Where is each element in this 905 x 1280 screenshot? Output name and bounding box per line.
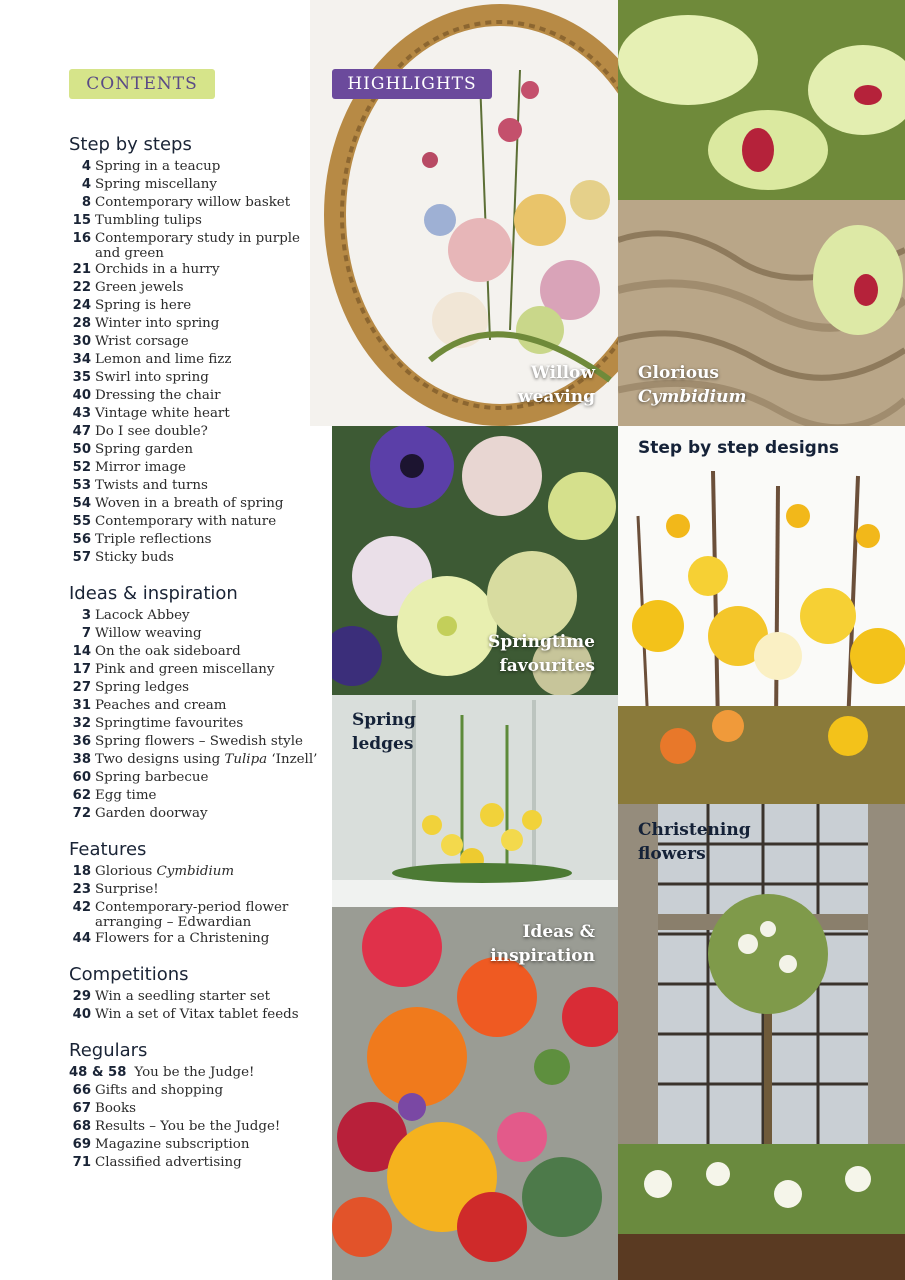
contents-entry[interactable] (69, 194, 329, 212)
page-number: 55 (72, 514, 91, 529)
page-number: 53 (72, 478, 91, 493)
ideas-inspiration-caption (470, 920, 595, 968)
page-number: 40 (72, 388, 91, 403)
contents-entry[interactable] (69, 661, 329, 679)
caption-italic: Cymbidium (638, 387, 747, 407)
contents-entry[interactable] (69, 1064, 329, 1082)
entry-title-text: Spring barbecue (95, 770, 209, 785)
entry-title-text: Peaches and cream (95, 698, 227, 713)
contents-entry[interactable] (69, 863, 329, 881)
contents-entry[interactable] (69, 531, 329, 549)
contents-entry[interactable] (69, 405, 329, 423)
entry-title-text: Lemon and lime fizz (95, 352, 232, 367)
caption-line: ledges (352, 734, 414, 754)
contents-entry[interactable] (69, 899, 329, 930)
caption-line: Ideas & (522, 922, 595, 942)
contents-entry[interactable] (69, 881, 329, 899)
page-number: 67 (72, 1101, 91, 1116)
page-number: 42 (72, 900, 91, 915)
contents-entry[interactable] (69, 1006, 329, 1024)
contents-entry[interactable] (69, 176, 329, 194)
entry-title-text: Springtime favourites (95, 716, 244, 731)
contents-entry[interactable] (69, 769, 329, 787)
contents-entry[interactable] (69, 697, 329, 715)
entry-title (95, 661, 329, 679)
entry-title (95, 423, 329, 441)
entry-title-after: ‘Inzell’ (267, 752, 318, 767)
entry-title (95, 315, 329, 333)
contents-section (69, 583, 329, 823)
entry-title (95, 930, 329, 948)
page-number: 40 (72, 1007, 91, 1022)
entry-title-text: Flowers for a Christening (95, 931, 270, 946)
entry-title (95, 351, 329, 369)
contents-column (0, 0, 332, 1280)
entry-title (95, 405, 329, 423)
contents-entry[interactable] (69, 805, 329, 823)
page-number: 17 (72, 662, 91, 677)
entry-title (95, 176, 329, 194)
daffodil-arrangement-image (618, 426, 905, 804)
entry-title-text: Wrist corsage (95, 334, 189, 349)
contents-entry[interactable] (69, 477, 329, 495)
entry-title (95, 459, 329, 477)
entry-title-text: Swirl into spring (95, 370, 209, 385)
page-number: 30 (72, 334, 91, 349)
step-by-step-designs-photo[interactable] (618, 426, 905, 804)
page-number: 69 (72, 1137, 91, 1152)
entry-title (95, 369, 329, 387)
page-number: 31 (72, 698, 91, 713)
page-number: 32 (72, 716, 91, 731)
christening-flowers-caption (638, 818, 778, 866)
entry-title-text: Spring miscellany (95, 177, 217, 192)
contents-section (69, 839, 329, 948)
springtime-favourites-caption (470, 630, 595, 678)
entry-title-text: On the oak sideboard (95, 644, 241, 659)
highlights-label: HIGHLIGHTS (332, 69, 492, 99)
contents-entry[interactable] (69, 679, 329, 697)
entry-title-text: Green jewels (95, 280, 184, 295)
caption-line: Springtime (488, 632, 595, 652)
caption-line: Christening (638, 820, 751, 840)
entry-title (95, 751, 329, 769)
page-number: 71 (72, 1155, 91, 1170)
page-number: 15 (72, 213, 91, 228)
contents-entry[interactable] (69, 1082, 329, 1100)
contents-section (69, 134, 329, 567)
contents-label: CONTENTS (69, 69, 215, 99)
contents-entry[interactable] (69, 513, 329, 531)
entry-title-text: Mirror image (95, 460, 186, 475)
contents-entry[interactable] (69, 988, 329, 1006)
caption-line: Glorious (638, 363, 719, 383)
page-number: 23 (72, 882, 91, 897)
entry-title-text: Twists and turns (95, 478, 208, 493)
page-number: 14 (72, 644, 91, 659)
entry-title (95, 988, 329, 1006)
page-number: 43 (72, 406, 91, 421)
entry-title (95, 230, 329, 261)
entry-title-text: Winter into spring (95, 316, 220, 331)
entry-title-text: Triple reflections (95, 532, 212, 547)
entry-title-text: Win a seedling starter set (95, 989, 271, 1004)
page-number: 3 (81, 608, 91, 623)
entry-title-text: Classified advertising (95, 1155, 242, 1170)
entry-title (95, 1082, 329, 1100)
page-number: 48 & 58 (69, 1065, 127, 1080)
page-number: 54 (72, 496, 91, 511)
contents-entry[interactable] (69, 158, 329, 176)
entry-title (95, 679, 329, 697)
entry-title-text: Magazine subscription (95, 1137, 250, 1152)
page-number: 62 (72, 788, 91, 803)
entry-title (95, 194, 329, 212)
entry-title-text: Woven in a breath of spring (95, 496, 284, 511)
entry-title (95, 697, 329, 715)
entry-title (95, 333, 329, 351)
contents-entry[interactable] (69, 423, 329, 441)
page-number: 50 (72, 442, 91, 457)
page-number: 72 (72, 806, 91, 821)
contents-entry[interactable] (69, 607, 329, 625)
entry-title (95, 625, 329, 643)
entry-title (95, 643, 329, 661)
entry-title (134, 1064, 329, 1082)
section-heading: Step by steps (69, 134, 192, 155)
caption-line: Willow (530, 363, 595, 383)
contents-entry[interactable] (69, 315, 329, 333)
entry-title (95, 513, 329, 531)
entry-title (95, 733, 329, 751)
page-number: 44 (72, 931, 91, 946)
entry-title (95, 1118, 329, 1136)
entry-title (95, 899, 329, 930)
page-number: 21 (72, 262, 91, 277)
page-number: 22 (72, 280, 91, 295)
page-number: 4 (81, 177, 91, 192)
entry-title-italic: Tulipa (224, 752, 268, 767)
entry-title-text: Willow weaving (95, 626, 202, 641)
entry-title (95, 769, 329, 787)
contents-entry[interactable] (69, 625, 329, 643)
entry-title (95, 495, 329, 513)
entry-title-text: Vintage white heart (95, 406, 230, 421)
entry-title (95, 881, 329, 899)
page-number: 29 (72, 989, 91, 1004)
contents-entry[interactable] (69, 387, 329, 405)
entry-title (95, 531, 329, 549)
page-number: 57 (72, 550, 91, 565)
entry-title (95, 212, 329, 230)
entry-title (95, 477, 329, 495)
entry-title-text: Lacock Abbey (95, 608, 190, 623)
page-number: 56 (72, 532, 91, 547)
entry-title (95, 549, 329, 567)
entry-title (95, 1154, 329, 1172)
contents-entry[interactable] (69, 733, 329, 751)
entry-title (95, 1136, 329, 1154)
contents-entry[interactable] (69, 715, 329, 733)
entry-title (95, 715, 329, 733)
christening-flowers-photo[interactable] (618, 804, 905, 1280)
entry-title-text: Pink and green miscellany (95, 662, 275, 677)
page-number: 24 (72, 298, 91, 313)
contents-entry[interactable] (69, 495, 329, 513)
section-heading: Competitions (69, 964, 189, 985)
contents-entry[interactable] (69, 1136, 329, 1154)
contents-entry[interactable] (69, 230, 329, 261)
page-number: 47 (72, 424, 91, 439)
entry-title-text: Results – You be the Judge! (95, 1119, 281, 1134)
entry-title-text: Gifts and shopping (95, 1083, 224, 1098)
entry-title-text: Surprise! (95, 882, 159, 897)
entry-title-text: Do I see double? (95, 424, 208, 439)
page-number: 4 (81, 159, 91, 174)
caption-line: favourites (499, 656, 595, 676)
contents-entry[interactable] (69, 930, 329, 948)
entry-title-text: Contemporary study in purple and green (95, 231, 300, 261)
entry-title-text: Contemporary willow basket (95, 195, 291, 210)
entry-title-text: Spring flowers – Swedish style (95, 734, 303, 749)
entry-title (95, 805, 329, 823)
page-number: 8 (81, 195, 91, 210)
page-number: 28 (72, 316, 91, 331)
contents-entry[interactable] (69, 643, 329, 661)
page-number: 34 (72, 352, 91, 367)
contents-section (69, 964, 329, 1024)
entry-title-text: Spring ledges (95, 680, 190, 695)
entry-title-text: Tumbling tulips (95, 213, 202, 228)
entry-title-text: Garden doorway (95, 806, 208, 821)
entry-title-text: Spring garden (95, 442, 193, 457)
section-heading: Regulars (69, 1040, 148, 1061)
entry-title (95, 279, 329, 297)
entry-title (95, 297, 329, 315)
contents-list (69, 134, 329, 1188)
contents-entry[interactable] (69, 351, 329, 369)
entry-title-text: Spring is here (95, 298, 192, 313)
entry-title (95, 1100, 329, 1118)
page-number: 35 (72, 370, 91, 385)
entry-title (95, 441, 329, 459)
contents-entry[interactable] (69, 787, 329, 805)
contents-entry[interactable] (69, 369, 329, 387)
step-by-step-designs-caption: Step by step designs (638, 438, 840, 458)
entry-title (95, 607, 329, 625)
entry-title-text: Sticky buds (95, 550, 174, 565)
contents-entry[interactable] (69, 459, 329, 477)
entry-title-text: Contemporary with nature (95, 514, 277, 529)
page-number: 66 (72, 1083, 91, 1098)
section-heading: Ideas & inspiration (69, 583, 238, 604)
contents-entry[interactable] (69, 1154, 329, 1172)
entry-title-text: Books (95, 1101, 136, 1116)
entry-title-text: Spring in a teacup (95, 159, 221, 174)
entry-title-text: You be the Judge! (134, 1065, 255, 1080)
page-number: 36 (72, 734, 91, 749)
contents-entry[interactable] (69, 1100, 329, 1118)
entry-title-text: Glorious (95, 864, 157, 879)
entry-title-text: Orchids in a hurry (95, 262, 220, 277)
section-heading: Features (69, 839, 147, 860)
contents-entry[interactable] (69, 333, 329, 351)
entry-title (95, 261, 329, 279)
contents-entry[interactable] (69, 212, 329, 230)
spring-ledges-caption (352, 708, 452, 756)
willow-weaving-caption (500, 361, 595, 409)
contents-entry[interactable] (69, 297, 329, 315)
entry-title-text: Dressing the chair (95, 388, 221, 403)
caption-line: weaving (517, 387, 595, 407)
contents-entry[interactable] (69, 1118, 329, 1136)
page-number: 16 (72, 231, 91, 246)
entry-title (95, 863, 329, 881)
page-number: 7 (81, 626, 91, 641)
contents-section (69, 1040, 329, 1172)
contents-entry[interactable] (69, 441, 329, 459)
contents-entry[interactable] (69, 751, 329, 769)
entry-title (95, 387, 329, 405)
contents-entry[interactable] (69, 279, 329, 297)
cymbidium-caption (638, 361, 758, 409)
entry-title (95, 158, 329, 176)
entry-title-text: Two designs using (95, 752, 225, 767)
entry-title-italic: Cymbidium (156, 864, 235, 879)
contents-entry[interactable] (69, 261, 329, 279)
entry-title-text: Egg time (95, 788, 157, 803)
caption-line: inspiration (490, 946, 595, 966)
page-number: 27 (72, 680, 91, 695)
contents-entry[interactable] (69, 549, 329, 567)
christening-window-image (618, 804, 905, 1280)
entry-title (95, 1006, 329, 1024)
page-number: 18 (72, 864, 91, 879)
page-number: 38 (72, 752, 91, 767)
page-number: 52 (72, 460, 91, 475)
entry-title (95, 787, 329, 805)
caption-line: flowers (638, 844, 706, 864)
page-number: 68 (72, 1119, 91, 1134)
page-number: 60 (72, 770, 91, 785)
entry-title-text: Contemporary-period flower arranging – Edwardian (95, 900, 289, 930)
caption-line: Spring (352, 710, 416, 730)
entry-title-text: Win a set of Vitax tablet feeds (95, 1007, 299, 1022)
